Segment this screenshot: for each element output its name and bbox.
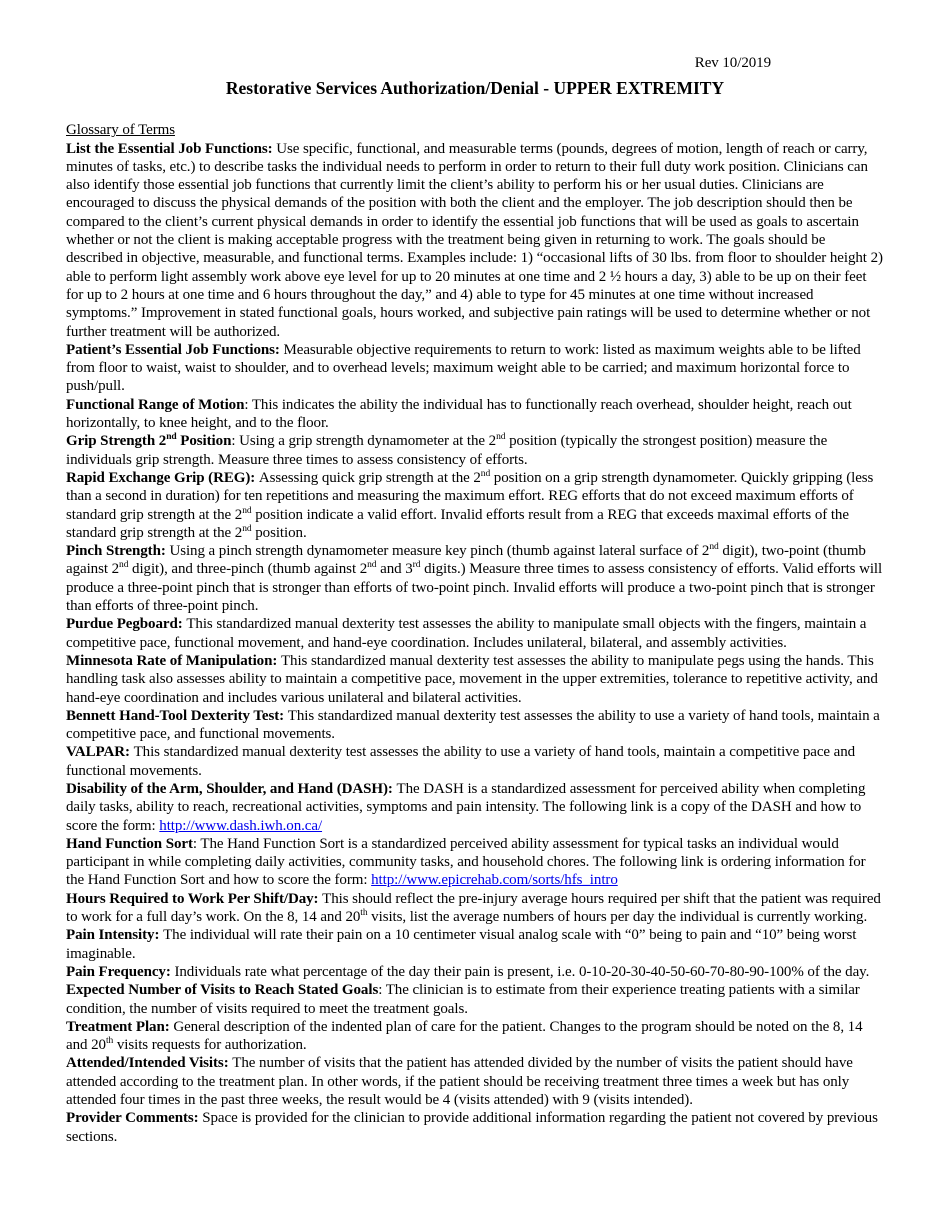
glossary-text: : The Hand Function Sort is a standardized perceived ability assessment for typical tasks an individual would participant in while completing daily activities, community tasks, and household chores. The following link is ordering information for the Hand Function Sort and how to score the form: <box>66 835 866 889</box>
glossary-entry <box>66 1018 884 1055</box>
ordinal-superscript: nd <box>166 432 177 443</box>
glossary-text: position indicate a valid effort. Invalid efforts result from a REG that exceeds maximal efforts of the standard grip strength at the 2 <box>66 506 849 541</box>
glossary-text: This should reflect the pre-injury average hours required per shift that the patient was required to work for a full day’s work. On the 8, 14 and 20 <box>66 890 881 926</box>
hyperlink[interactable]: http://www.epicrehab.com/sorts/hfs_intro <box>371 872 618 889</box>
glossary-text: position (typically the strongest position) measure the individuals grip strength. Measure three times to assess consistency of efforts. <box>66 433 828 468</box>
glossary-term: Rapid Exchange Grip (REG): <box>66 469 259 486</box>
glossary-term: Patient’s Essential Job Functions: <box>66 341 284 358</box>
ordinal-superscript: nd <box>242 505 252 516</box>
glossary-entry <box>66 1109 884 1146</box>
page-title: Restorative Services Authorization/Denial - UPPER EXTREMITY <box>225 78 725 99</box>
glossary-entry <box>66 890 884 927</box>
glossary-text: position on a grip strength dynamometer. Quickly gripping (less than a second in duration) for ten repetitions and measuring the maximum effort. REG efforts that do not exceed maximum efforts of standard grip strength at the 2 <box>66 469 874 523</box>
glossary-heading: Glossary of Terms <box>66 122 175 139</box>
ordinal-superscript: nd <box>496 432 506 443</box>
glossary-entry <box>66 743 884 780</box>
glossary-text: This standardized manual dexterity test assesses the ability to use a variety of hand tools, maintain a competitive pace and functional movements. <box>66 744 856 779</box>
glossary-text: and 3 <box>376 561 413 578</box>
glossary-term: Treatment Plan: <box>66 1018 174 1035</box>
ordinal-superscript: nd <box>119 560 129 571</box>
ordinal-superscript: th <box>105 1036 114 1047</box>
glossary-text: digits.) Measure three times to assess consistency of efforts. Valid efforts will produce a three-point pinch that is stronger than efforts of two-point pinch. Invalid efforts will produce a two-point pinch that is stronger than efforts of three-point pinch. <box>66 561 883 615</box>
glossary-term: VALPAR: <box>66 744 134 761</box>
glossary-entry <box>66 469 884 542</box>
glossary-entry <box>66 542 884 615</box>
glossary-text: Using a pinch strength dynamometer measure key pinch (thumb against lateral surface of 2 <box>169 543 710 560</box>
glossary-term: Bennett Hand-Tool Dexterity Test: <box>66 707 288 724</box>
glossary-text: The DASH is a standardized assessment for perceived ability when completing daily tasks, ability to reach, recreational activities, symptoms and pain intensity. The following link is a copy of the DASH and how to score the form: <box>66 780 866 834</box>
glossary-term: Position <box>176 433 232 450</box>
glossary-term: Functional Range of Motion <box>66 396 245 413</box>
glossary-entry <box>66 926 884 963</box>
glossary-entry <box>66 707 884 744</box>
glossary-term: Attended/Intended Visits: <box>66 1055 233 1072</box>
glossary-term: Grip Strength 2 <box>66 433 167 450</box>
glossary-text: Measurable objective requirements to return to work: listed as maximum weights able to be lifted from floor to waist, waist to shoulder, and to overhead levels; maximum weight able to be carried; and maximum horizontal force to push/pull. <box>66 341 861 395</box>
glossary-term: Hours Required to Work Per Shift/Day: <box>66 890 323 907</box>
glossary-text: Assessing quick grip strength at the 2 <box>258 469 481 486</box>
glossary-entry <box>66 1054 884 1109</box>
glossary-text: position. <box>251 524 307 541</box>
glossary-text: Individuals rate what percentage of the day their pain is present, i.e. 0-10-20-30-40-50-60-70-80-90-100% of the day. <box>174 963 870 980</box>
glossary-term: Provider Comments: <box>66 1110 203 1127</box>
glossary-term: Hand Function Sort <box>66 835 193 852</box>
glossary-entry <box>66 835 884 890</box>
glossary-entry <box>66 396 884 433</box>
glossary-text: visits requests for authorization. <box>113 1037 307 1054</box>
glossary-term: Pain Intensity: <box>66 927 164 944</box>
glossary-text: This standardized manual dexterity test assesses the ability to manipulate pegs using the hands. This handling task also assesses ability to maintain a competitive pace, movement in the upper extremities, tolerance to repetitive activity, and hand-eye coordination and includes various unilateral and bilateral activities. <box>66 652 878 706</box>
glossary-text: digit), two-point (thumb against 2 <box>66 543 866 578</box>
glossary-entry <box>66 615 884 652</box>
ordinal-superscript: nd <box>480 468 491 479</box>
hyperlink[interactable]: http://www.dash.iwh.on.ca/ <box>159 817 323 834</box>
ordinal-superscript: nd <box>242 523 252 534</box>
glossary-text: digit), and three-pinch (thumb against 2 <box>128 561 368 578</box>
glossary-term: List the Essential Job Functions: <box>66 140 277 157</box>
glossary-text: Space is provided for the clinician to provide additional information regarding the patient not covered by previous sections. <box>66 1110 878 1145</box>
glossary-entry <box>66 652 884 707</box>
glossary-text: visits, list the average numbers of hours per day the individual is currently working. <box>367 909 868 926</box>
revision-date: Rev 10/2019 <box>694 55 771 71</box>
glossary-text: The number of visits that the patient has attended divided by the number of visits the patient should have attended according to the treatment plan. In other words, if the patient should be receiving treatment three times a week but has only attended four times in the past three weeks, the result would be 4 (visits attended) with 9 (visits intended). <box>66 1055 853 1109</box>
ordinal-superscript: nd <box>367 560 377 571</box>
glossary <box>66 140 884 1146</box>
glossary-text: This standardized manual dexterity test assesses the ability to use a variety of hand tools, maintain a competitive pace, and functional movements. <box>66 707 880 743</box>
glossary-text: : This indicates the ability the individual has to functionally reach overhead, shoulder height, reach out horizontally, to knee height, and to the floor. <box>66 396 852 432</box>
glossary-text: : The clinician is to estimate from their experience treating patients with a similar condition, the number of visits required to meet the treatment goals. <box>66 982 860 1017</box>
glossary-entry <box>66 432 884 469</box>
glossary-entry <box>66 963 884 981</box>
glossary-text: The individual will rate their pain on a 10 centimeter visual analog scale with “0” being to pain and “10” being worst imaginable. <box>66 927 857 962</box>
glossary-term: Minnesota Rate of Manipulation: <box>66 652 281 669</box>
glossary-entry <box>66 140 884 341</box>
ordinal-superscript: th <box>360 908 368 919</box>
glossary-term: Expected Number of Visits to Reach Stated Goals <box>66 982 379 999</box>
glossary-term: Disability of the Arm, Shoulder, and Hand (DASH): <box>66 780 397 797</box>
glossary-text: Use specific, functional, and measurable terms (pounds, degrees of motion, length of reach or carry, minutes of tasks, etc.) to describe tasks the individual needs to perform in order to return to their full duty work position. Clinicians can also identify those essential job functions that currently limit the client’s ability to perform his or her usual duties. Clinicians are encouraged to discuss the physical demands of the position with both the client and the employer. The job description should then be compared to the client’s current physical demands in order to identify the essential job functions that will be used as goals to ascertain whether or not the client is making acceptable progress with the treatment being given in returning to work. The goals should be described in objective, measurable, and functional terms. Examples include: 1) “occasional lifts of 30 lbs. from floor to shoulder height 2) able to perform light assembly work above eye level for up to 20 minutes at one time and 2 ½ hours a day, 3) able to be up on their feet for up to 2 hours at one time and 6 hours throughout the day,” and 4) able to type for 45 minutes at one time without increased symptoms.” Improvement in stated functional goals, hours worked, and subjective pain ratings will be used to determine whether or not further treatment will be authorized. <box>66 140 883 340</box>
ordinal-superscript: nd <box>709 542 719 553</box>
glossary-term: Purdue Pegboard: <box>66 616 187 633</box>
glossary-text: This standardized manual dexterity test assesses the ability to manipulate small objects with the fingers, maintain a competitive pace, functional movement, and hand-eye coordination. Includes unilateral, bilateral, and assembly activities. <box>66 616 867 651</box>
ordinal-superscript: rd <box>412 560 421 571</box>
glossary-text: General description of the indented plan of care for the patient. Changes to the program should be noted on the 8, 14 and 20 <box>66 1018 863 1054</box>
glossary-entry <box>66 341 884 396</box>
glossary-entry <box>66 780 884 835</box>
glossary-entry <box>66 981 884 1018</box>
glossary-term: Pain Frequency: <box>66 963 175 980</box>
glossary-term: Pinch Strength: <box>66 543 170 560</box>
glossary-text: : Using a grip strength dynamometer at the 2 <box>231 433 497 450</box>
